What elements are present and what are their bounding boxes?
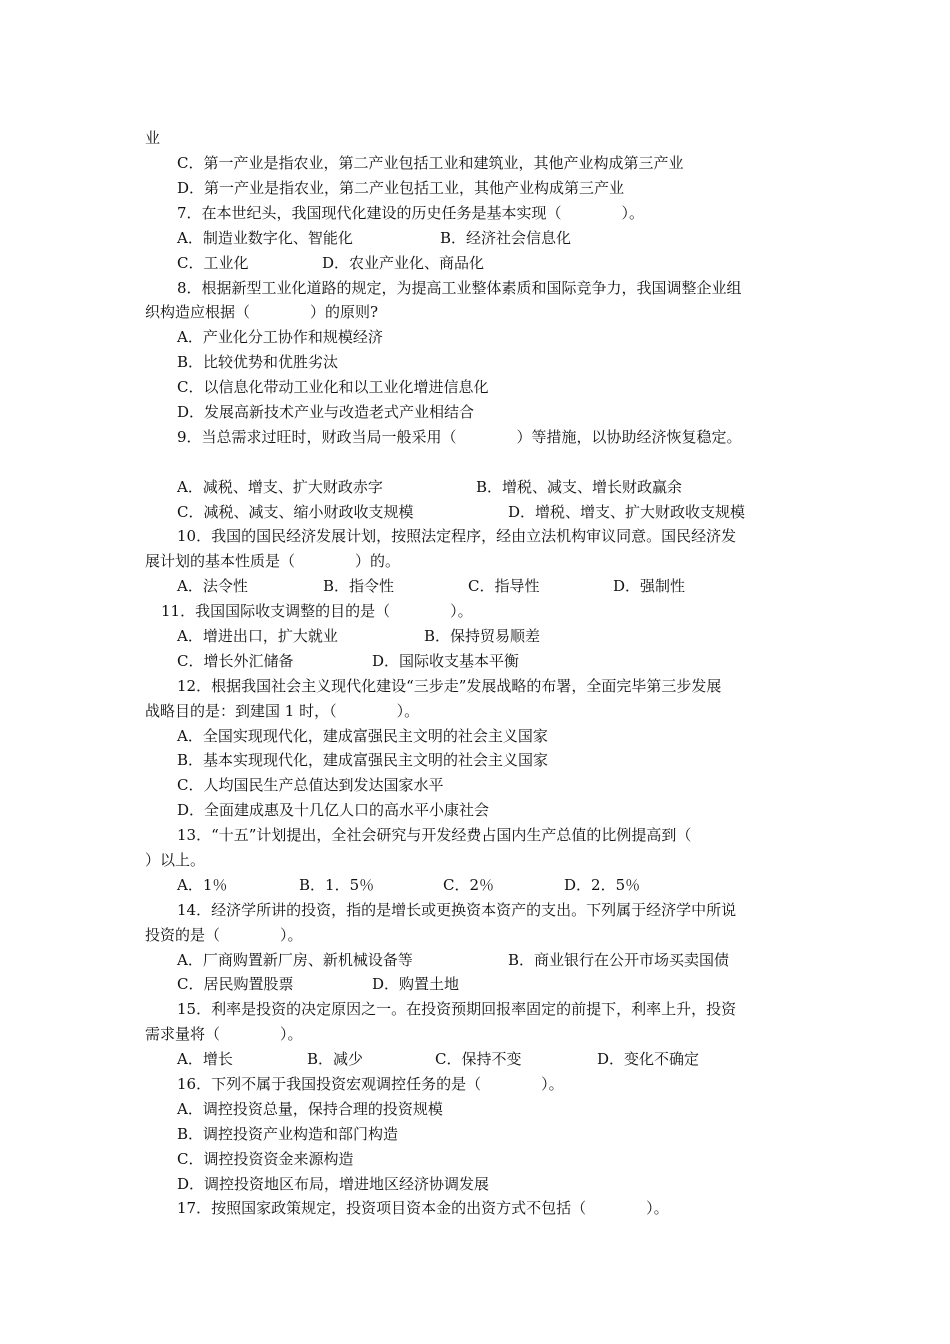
option-c: C．以信息化带动工业化和以工业化增进信息化 [177, 378, 489, 396]
option-b: B．指令性 [323, 577, 395, 595]
option-b: B．增税、减支、增长财政赢余 [476, 478, 683, 496]
option-a: A．减税、增支、扩大财政赤字 [177, 478, 383, 496]
question-10-cont: 展计划的基本性质是（ ）的。 [145, 552, 401, 570]
option-c: C．2％ [443, 876, 495, 894]
option-d: D．购置土地 [372, 975, 460, 993]
option-d: D．全面建成惠及十几亿人口的高水平小康社会 [177, 801, 490, 819]
option-d: D．调控投资地区布局，增进地区经济协调发展 [177, 1175, 490, 1193]
option-a: A．1％ [177, 876, 228, 894]
option-a: A．产业化分工协作和规模经济 [177, 328, 383, 346]
option-b: B．经济社会信息化 [440, 229, 572, 247]
option-a: A．全国实现现代化，建成富强民主文明的社会主义国家 [177, 727, 548, 745]
option-d: D．国际收支基本平衡 [372, 652, 520, 670]
option-c: C．第一产业是指农业，第二产业包括工业和建筑业，其他产业构成第三产业 [177, 154, 684, 172]
option-d: D．强制性 [613, 577, 686, 595]
question-8: 8．根据新型工业化道路的规定，为提高工业整体素质和国际竞争力，我国调整企业组 [177, 279, 742, 297]
question-12-cont: 战略目的是：到建国 1 时，（ ）。 [145, 702, 420, 720]
option-d: D．增税、增支、扩大财政收支规模 [508, 503, 746, 521]
text-line: 业 [145, 129, 161, 147]
option-a: A．厂商购置新厂房、新机械设备等 [177, 951, 413, 969]
option-b: B．减少 [307, 1050, 364, 1068]
option-b: B．调控投资产业构造和部门构造 [177, 1125, 399, 1143]
option-c: C．保持不变 [435, 1050, 522, 1068]
option-b: B．基本实现现代化，建成富强民主文明的社会主义国家 [177, 751, 549, 769]
option-d: D．2．5％ [564, 876, 641, 894]
question-12: 12．根据我国社会主义现代化建设“三步走”发展战略的布署，全面完毕第三步发展 [177, 677, 722, 695]
question-9: 9．当总需求过旺时，财政当局一般采用（ ）等措施，以协助经济恢复稳定。 [177, 428, 742, 446]
option-b: B．保持贸易顺差 [424, 627, 541, 645]
option-a: A．法令性 [177, 577, 248, 595]
option-c: C．居民购置股票 [177, 975, 294, 993]
option-a: A．调控投资总量，保持合理的投资规模 [177, 1100, 443, 1118]
option-c: C．指导性 [468, 577, 540, 595]
question-13-cont: ）以上。 [145, 851, 206, 869]
option-c: C．人均国民生产总值达到发达国家水平 [177, 776, 444, 794]
option-a: A．制造业数字化、智能化 [177, 229, 353, 247]
option-a: A．增进出口，扩大就业 [177, 627, 338, 645]
option-d: D．发展高新技术产业与改造老式产业相结合 [177, 403, 475, 421]
option-b: B．商业银行在公开市场买卖国债 [508, 951, 730, 969]
option-a: A．增长 [177, 1050, 233, 1068]
option-c: C．减税、减支、缩小财政收支规模 [177, 503, 414, 521]
question-10: 10．我国的国民经济发展计划，按照法定程序，经由立法机构审议同意。国民经济发 [177, 527, 737, 545]
question-15-cont: 需求量将（ ）。 [145, 1025, 303, 1043]
question-8-cont: 织构造应根据（ ）的原则? [145, 303, 379, 321]
option-d: D．农业产业化、商品化 [322, 254, 485, 272]
question-14-cont: 投资的是（ ）。 [145, 926, 303, 944]
question-17: 17．按照国家政策规定，投资项目资本金的出资方式不包括（ ）。 [177, 1199, 669, 1217]
option-d: D．变化不确定 [597, 1050, 700, 1068]
option-b: B．1．5％ [299, 876, 375, 894]
question-16: 16．下列不属于我国投资宏观调控任务的是（ ）。 [177, 1075, 564, 1093]
option-b: B．比较优势和优胜劣汰 [177, 353, 339, 371]
question-11: 11．我国国际收支调整的目的是（ ）。 [161, 602, 473, 620]
question-15: 15．利率是投资的决定原因之一。在投资预期回报率固定的前提下，利率上升，投资 [177, 1000, 737, 1018]
question-7: 7．在本世纪头，我国现代化建设的历史任务是基本实现（ ）。 [177, 204, 645, 222]
option-c: C．调控投资资金来源构造 [177, 1150, 354, 1168]
option-c: C．工业化 [177, 254, 249, 272]
option-c: C．增长外汇储备 [177, 652, 294, 670]
question-14: 14．经济学所讲的投资，指的是增长或更换资本资产的支出。下列属于经济学中所说 [177, 901, 737, 919]
option-d: D．第一产业是指农业，第二产业包括工业，其他产业构成第三产业 [177, 179, 625, 197]
question-13: 13．“十五”计划提出，全社会研究与开发经费占国内生产总值的比例提高到（ [177, 826, 692, 844]
